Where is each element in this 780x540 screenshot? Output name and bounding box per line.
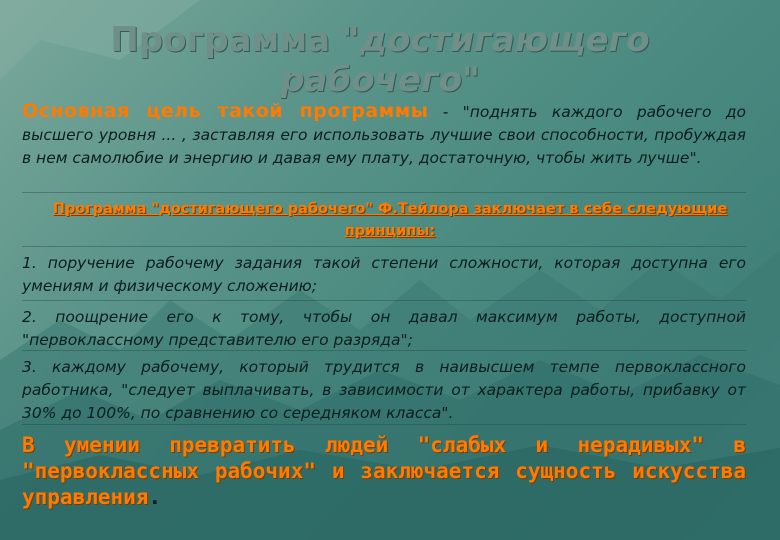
title-italic-1: "достигающего xyxy=(341,20,650,60)
principle-item-2: 2. поощрение его к тому, чтобы он давал максимум работы, доступной "первоклассному представителю его разряда"; xyxy=(22,308,746,349)
goal-dash: - xyxy=(428,103,463,121)
goal-paragraph xyxy=(22,100,746,170)
divider xyxy=(22,424,746,425)
goal-text: "поднять каждого рабочего до высшего уровня ... , заставляя его использовать лучшие свои способности, пробуждая в нем самолюбие и энергию и давая ему плату, достаточную, чтобы жить лучше". xyxy=(22,103,746,167)
divider xyxy=(22,192,746,193)
divider xyxy=(22,246,746,247)
divider xyxy=(22,350,746,351)
conclusion-text: В умении превратить людей "слабых и нерадивых" в "первоклассных рабочих" и заключается сущность искусства управления xyxy=(22,433,746,509)
goal-heading: Основная цель такой программы xyxy=(22,100,429,122)
title-plain: Программа xyxy=(110,20,342,60)
slide-title xyxy=(100,20,660,100)
principle-item-3: 3. каждому рабочему, который трудится в наивысшем темпе первоклассного работника, "следует выплачивать, в зависимости от характера работы, прибавку от 30% до 100%, по сравнению со середняком класса". xyxy=(22,358,746,422)
principle-item-1: 1. поручение рабочему задания такой степени сложности, которая доступна его умениям и физическому сложению; xyxy=(22,254,746,295)
title-italic-2: рабочего" xyxy=(280,60,480,100)
conclusion-paragraph xyxy=(22,432,746,510)
conclusion-end: . xyxy=(148,485,162,509)
divider xyxy=(22,300,746,301)
principles-heading: Программа "достигающего рабочего" Ф.Тейлора заключает в себе следующие принципы: xyxy=(52,201,728,239)
